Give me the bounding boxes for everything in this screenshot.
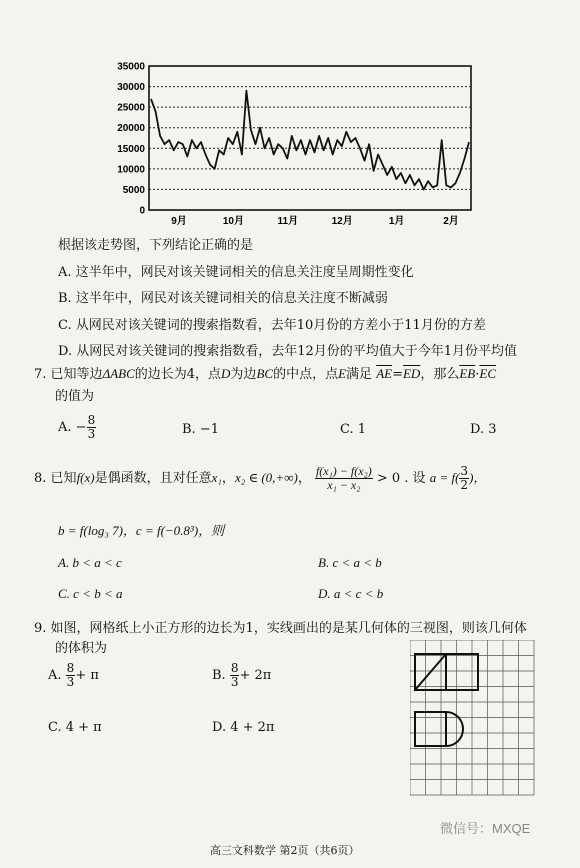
y-tick-label: 25000	[117, 102, 145, 114]
top-view	[415, 712, 463, 746]
x-tick-label: 10月	[222, 216, 244, 227]
denominator: 3	[87, 427, 96, 441]
y-tick-label: 30000	[117, 82, 145, 94]
q8-option-c: C. c < b < a	[58, 586, 123, 601]
y-tick-label: 35000	[117, 61, 145, 73]
denominator: 3	[66, 675, 75, 689]
dot-product: ·	[475, 367, 480, 382]
q9-line2: 的体积为	[55, 641, 108, 656]
q7-option-d: D. 3	[470, 422, 497, 437]
q7-text: 满足	[346, 367, 373, 382]
difference-quotient	[315, 465, 373, 492]
q8-text: ，	[221, 471, 235, 486]
equals-sign: =	[392, 367, 403, 382]
y-tick-label: 5000	[122, 184, 145, 196]
x-tick-label: 11月	[277, 216, 299, 227]
three-view-figure	[410, 640, 536, 796]
numerator: 8	[230, 661, 239, 675]
q8-option-d: D. a < c < b	[318, 586, 384, 601]
x-tick-label: 1月	[388, 216, 405, 227]
q8-text: 是偶函数，且对任意	[94, 471, 212, 486]
option-label: B.	[212, 668, 226, 683]
y-tick-label: 15000	[117, 143, 145, 155]
q8-option-b: B. c < a < b	[318, 555, 382, 570]
fraction	[459, 465, 469, 492]
a-definition: a = f(	[429, 470, 460, 485]
option-label: A.	[48, 668, 62, 683]
search-index-line	[151, 91, 469, 190]
q9-option-d: D. 4 + 2π	[212, 720, 275, 735]
var-x1: x₁	[211, 470, 222, 485]
denominator: x₁ − x₂	[327, 478, 361, 492]
vector-ae: $\overline{AE}$	[376, 366, 393, 381]
q9-number: 9.	[34, 621, 47, 636]
q7-point-d: D	[221, 366, 231, 381]
vector-ed: $\overline{ED}$	[402, 366, 421, 381]
q8-line2: b = f(log₃ 7)，c = f(−0.8³)，则	[58, 523, 225, 538]
denominator: 2	[460, 478, 469, 492]
y-tick-label: 20000	[117, 123, 145, 135]
q6-option-d: D. 从网民对该关键词的搜索指数看，去年12月份的平均值大于今年1月份平均值	[58, 344, 518, 359]
watermark-text: 微信号：MXQE	[440, 821, 531, 836]
q7-option-b: B. −1	[182, 422, 219, 437]
q9-option-c: C. 4 + π	[48, 720, 102, 735]
q8-text: ，	[297, 471, 311, 486]
q6-option-b: B. 这半年中，网民对该关键词相关的信息关注度不断减弱	[58, 291, 388, 306]
function-fx: f(x)	[76, 470, 95, 485]
numerator: 8	[87, 413, 96, 427]
q7-text: 已知等边	[50, 367, 103, 382]
q9-text: 如图，网格纸上小正方形的边长为1，实线画出的是某几何体的三视图，则该几何体	[50, 621, 527, 636]
a-definition-close: )，	[469, 470, 487, 485]
fraction	[66, 662, 76, 689]
q7-text: 的中点，点	[273, 367, 339, 382]
x-tick-label: 12月	[331, 216, 353, 227]
q8-text: > 0 . 设	[376, 471, 426, 486]
option-tail: + 2π	[239, 668, 272, 683]
vector-ec: $\overline{EC}$	[479, 366, 496, 381]
option-tail: + π	[75, 668, 99, 683]
q7-text: ，那么	[420, 367, 460, 382]
fraction	[87, 414, 97, 441]
q9-option-b	[212, 662, 271, 689]
q9-option-a	[48, 662, 99, 689]
q7-option-a	[58, 414, 96, 441]
numerator: 3	[460, 464, 469, 478]
q6-option-c: C. 从网民对该关键词的搜索指数看，去年10月份的方差小于11月份的方差	[58, 318, 486, 333]
vector-eb: $\overline{EB}$	[459, 366, 476, 381]
x-tick-label: 2月	[443, 216, 459, 227]
q8-text: 已知	[50, 471, 77, 486]
q7-text: 的边长为4，点	[134, 367, 222, 382]
y-tick-label: 10000	[117, 164, 145, 176]
q7-point-e: E	[338, 366, 347, 381]
q7-side-bc: BC	[256, 366, 274, 381]
option-label: A.	[58, 420, 72, 435]
numerator: f(x₁) − f(x₂)	[315, 464, 372, 478]
page-footer: 高三文科数学 第2页（共6页）	[210, 844, 360, 857]
q8-option-a: A. b < a < c	[58, 555, 122, 570]
numerator: 8	[66, 661, 75, 675]
side-view	[446, 654, 478, 690]
q7-number: 7.	[34, 367, 47, 382]
search-index-chart	[100, 58, 480, 230]
q8-number: 8.	[34, 471, 47, 486]
front-view	[415, 654, 446, 690]
q7-option-c: C. 1	[340, 422, 367, 437]
x2-condition: x₂ ∈ (0,+∞)	[234, 470, 298, 485]
q7-triangle: ΔABC	[102, 366, 135, 381]
q7-line2: 的值为	[55, 389, 95, 404]
q9-stem	[34, 621, 527, 637]
q6-stem: 根据该走势图，下列结论正确的是	[58, 238, 254, 253]
q8-stem	[34, 465, 486, 492]
q7-text: 为边	[230, 367, 257, 382]
q6-option-a: A. 这半年中，网民对该关键词相关的信息关注度呈周期性变化	[58, 265, 414, 280]
minus-sign: −	[75, 420, 87, 435]
q7-stem	[34, 366, 496, 383]
y-tick-label: 0	[139, 205, 145, 217]
x-tick-label: 9月	[171, 216, 187, 227]
denominator: 3	[230, 675, 239, 689]
